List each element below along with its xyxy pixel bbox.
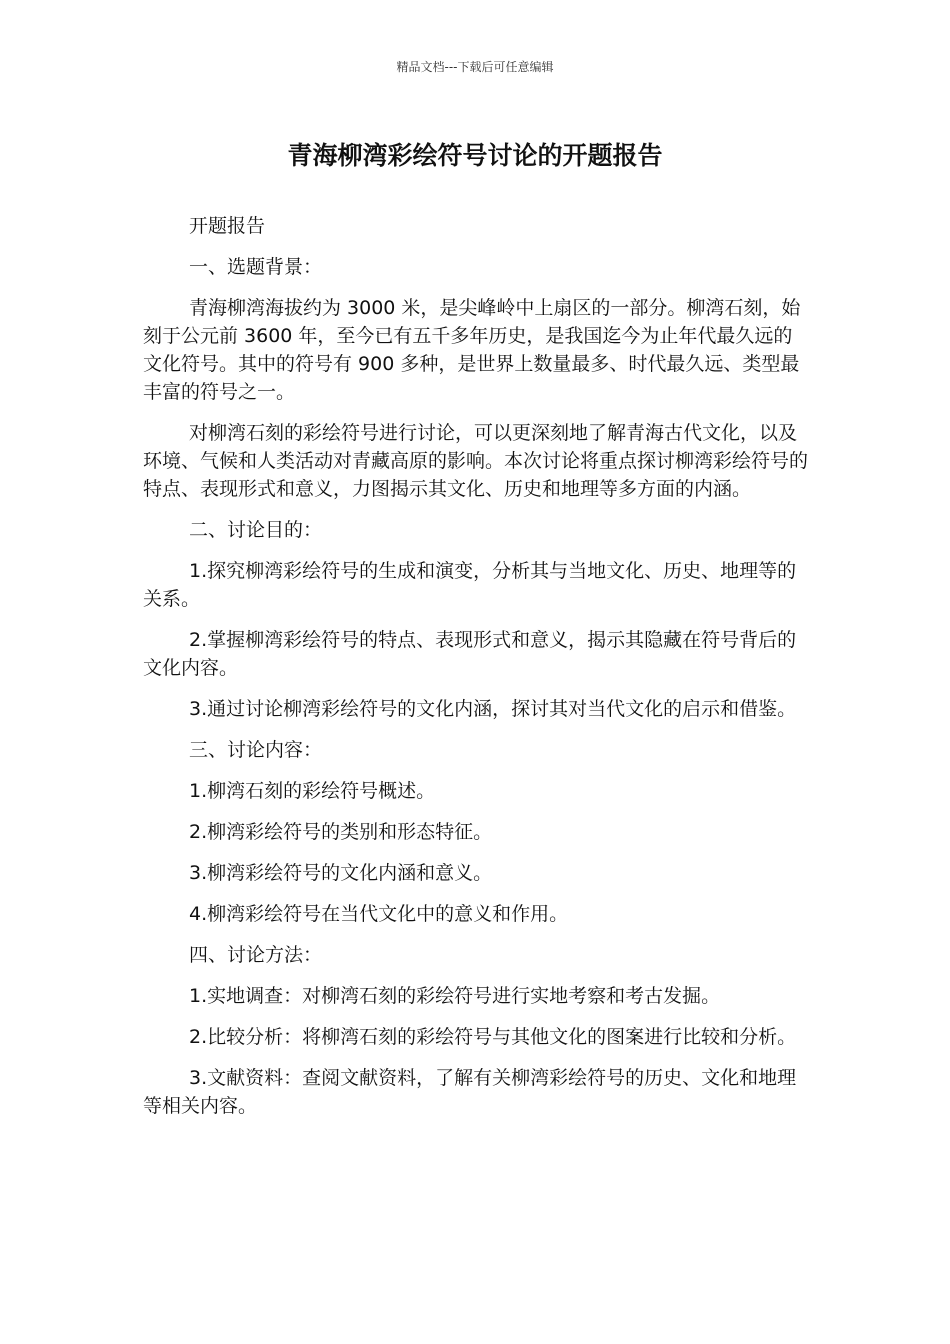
document-body [143, 212, 811, 1133]
list-item-method-1: 1.实地调查：对柳湾石刻的彩绘符号进行实地考察和考古发掘。 [189, 985, 721, 1007]
section-heading-purpose: 二、讨论目的： [189, 519, 323, 541]
paragraph-background-1: 青海柳湾海拔约为 3000 米，是尖峰岭中上扇区的一部分。柳湾石刻，始刻于公元前 3600 年，至今已有五千多年历史，是我国迄今为止年代最久远的文化符号。其中的符号有 900 多种，是世界上数量最多、时代最久远、类型最丰富的符号之一。 [143, 297, 801, 403]
list-item-purpose-1: 1.探究柳湾彩绘符号的生成和演变，分析其与当地文化、历史、地理等的关系。 [143, 560, 797, 610]
list-item-content-3: 3.柳湾彩绘符号的文化内涵和意义。 [189, 862, 493, 884]
paragraph-report-label: 开题报告 [189, 215, 266, 237]
list-item-purpose-2: 2.掌握柳湾彩绘符号的特点、表现形式和意义，揭示其隐藏在符号背后的文化内容。 [143, 629, 797, 679]
document-title: 青海柳湾彩绘符号讨论的开题报告 [287, 141, 663, 170]
list-item-content-4: 4.柳湾彩绘符号在当代文化中的意义和作用。 [189, 903, 569, 925]
section-heading-content: 三、讨论内容： [189, 739, 323, 761]
list-item-method-3: 3.文献资料：查阅文献资料，了解有关柳湾彩绘符号的历史、文化和地理等相关内容。 [143, 1067, 797, 1117]
list-item-content-1: 1.柳湾石刻的彩绘符号概述。 [189, 780, 436, 802]
list-item-method-2: 2.比较分析：将柳湾石刻的彩绘符号与其他文化的图案进行比较和分析。 [189, 1026, 797, 1048]
paragraph-background-2: 对柳湾石刻的彩绘符号进行讨论，可以更深刻地了解青海古代文化，以及环境、气候和人类活动对青藏高原的影响。本次讨论将重点探讨柳湾彩绘符号的特点、表现形式和意义，力图揭示其文化、历史和地理等多方面的内涵。 [143, 422, 809, 500]
header-note: 精品文档---下载后可任意编辑 [396, 60, 554, 74]
section-heading-method: 四、讨论方法： [189, 944, 323, 966]
section-heading-background: 一、选题背景： [189, 256, 323, 278]
list-item-purpose-3: 3.通过讨论柳湾彩绘符号的文化内涵，探讨其对当代文化的启示和借鉴。 [189, 698, 797, 720]
list-item-content-2: 2.柳湾彩绘符号的类别和形态特征。 [189, 821, 493, 843]
